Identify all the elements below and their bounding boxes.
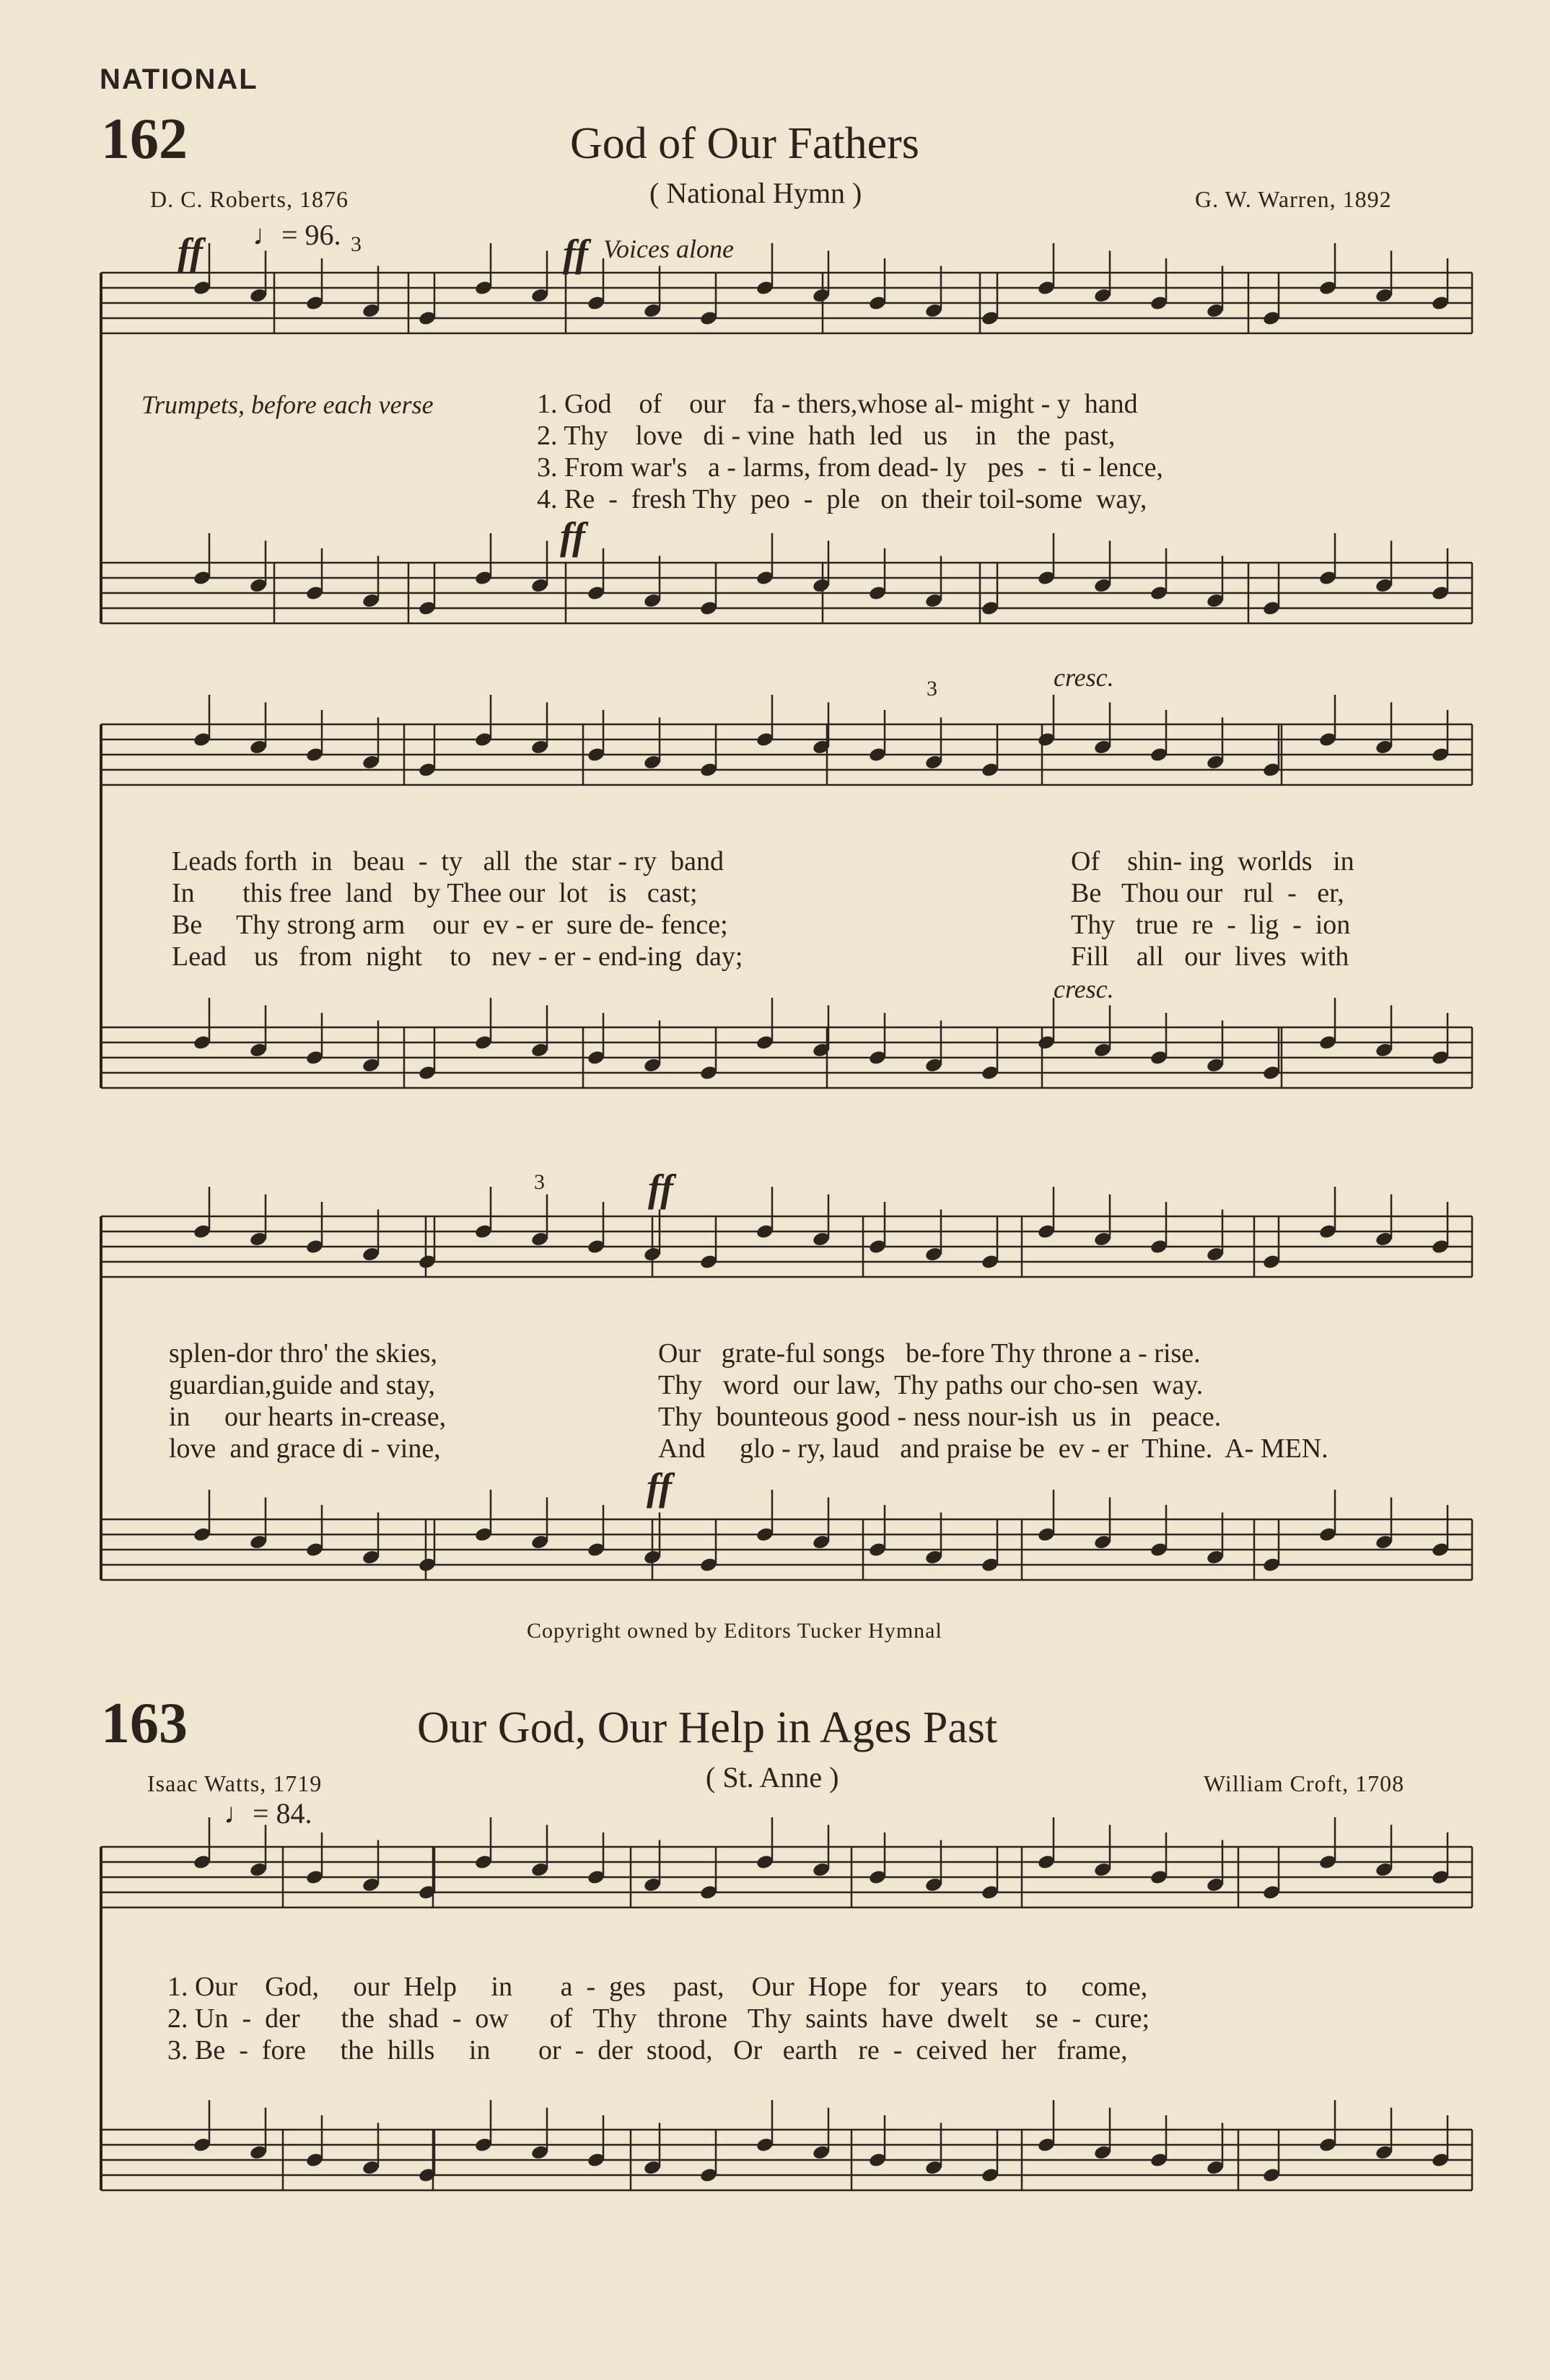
lyric-line: guardian,guide and stay, [169,1370,435,1400]
lyric-line: Leads forth in beau - ty all the star - ry band [172,846,724,877]
words-credit: Isaac Watts, 1719 [147,1770,323,1796]
lyric-line: And glo - ry, laud and praise be ev - er Thine. A- MEN. [658,1433,1328,1464]
voices-alone-direction: Voices alone [603,234,734,263]
lyric-line: splen-dor thro' the skies, [169,1338,438,1369]
lyric-line: 4. Re - fresh Thy peo - ple on their toil-some way, [537,484,1147,514]
hymn-number: 163 [101,1692,188,1755]
hymn-number: 162 [101,107,188,171]
dynamic-ff: ff [178,230,203,273]
hymn-title: God of Our Fathers [570,119,919,168]
dynamic-ff: ff [560,514,585,558]
lyric-line: Thy bounteous good - ness nour-ish us in peace. [658,1402,1222,1432]
lyric-line: love and grace di - vine, [169,1433,441,1464]
lyric-line: Of shin- ing worlds in [1071,846,1354,877]
tempo-marking: ♩= 96. [253,219,341,251]
tempo-value: = 84. [253,1797,312,1830]
lyric-line: Be Thy strong arm our ev - er sure de- fence; [172,910,728,940]
dynamic-ff: ff [563,232,588,275]
lyric-line: 2. Thy love di - vine hath led us in the past, [537,421,1116,451]
lyric-line: Our grate-ful songs be-fore Thy throne a - rise. [658,1338,1201,1369]
copyright-notice: Copyright owned by Editors Tucker Hymnal [527,1619,942,1643]
lyric-line: 3. From war's a - larms, from dead- ly pes - ti - lence, [537,452,1163,483]
triplet-mark: 3 [534,1170,545,1194]
lyric-line: 1. Our God, our Help in a - ges past, Our Hope for years to come, [167,1972,1148,2002]
lyric-line: 2. Un - der the shad - ow of Thy throne Thy saints have dwelt se - cure; [167,2003,1150,2034]
tempo-value: = 96. [281,219,341,251]
triplet-mark: 3 [927,677,937,701]
trumpets-direction: Trumpets, before each verse [141,390,434,419]
music-credit: William Croft, 1708 [1204,1770,1405,1796]
lyric-line: 3. Be - fore the hills in or - der stood, Or earth re - ceived her frame, [167,2035,1128,2065]
tune-name: ( National Hymn ) [649,177,862,209]
dynamic-ff: ff [648,1167,673,1210]
cresc-marking: cresc. [1054,975,1114,1004]
lyric-line: 1. God of our fa - thers,whose al- might - y hand [537,389,1138,419]
lyric-line: Lead us from night to nev - er - end-ing day; [172,941,743,972]
triplet-mark: 3 [351,232,362,256]
cresc-marking: cresc. [1054,663,1114,692]
lyric-line: Fill all our lives with [1071,941,1349,972]
words-credit: D. C. Roberts, 1876 [150,186,349,212]
lyric-line: Thy word our law, Thy paths our cho-sen way. [658,1370,1204,1400]
hymn-title: Our God, Our Help in Ages Past [417,1703,998,1752]
tempo-marking: ♩= 84. [224,1797,312,1830]
lyric-line: Be Thou our rul - er, [1071,878,1344,908]
section-label: NATIONAL [100,63,258,95]
lyric-line: in our hearts in-crease, [169,1402,447,1432]
dynamic-ff: ff [647,1465,672,1509]
lyric-line: Thy true re - lig - ion [1071,910,1351,940]
tune-name: ( St. Anne ) [706,1761,839,1793]
music-credit: G. W. Warren, 1892 [1195,186,1392,212]
lyric-line: In this free land by Thee our lot is cast; [172,878,698,908]
